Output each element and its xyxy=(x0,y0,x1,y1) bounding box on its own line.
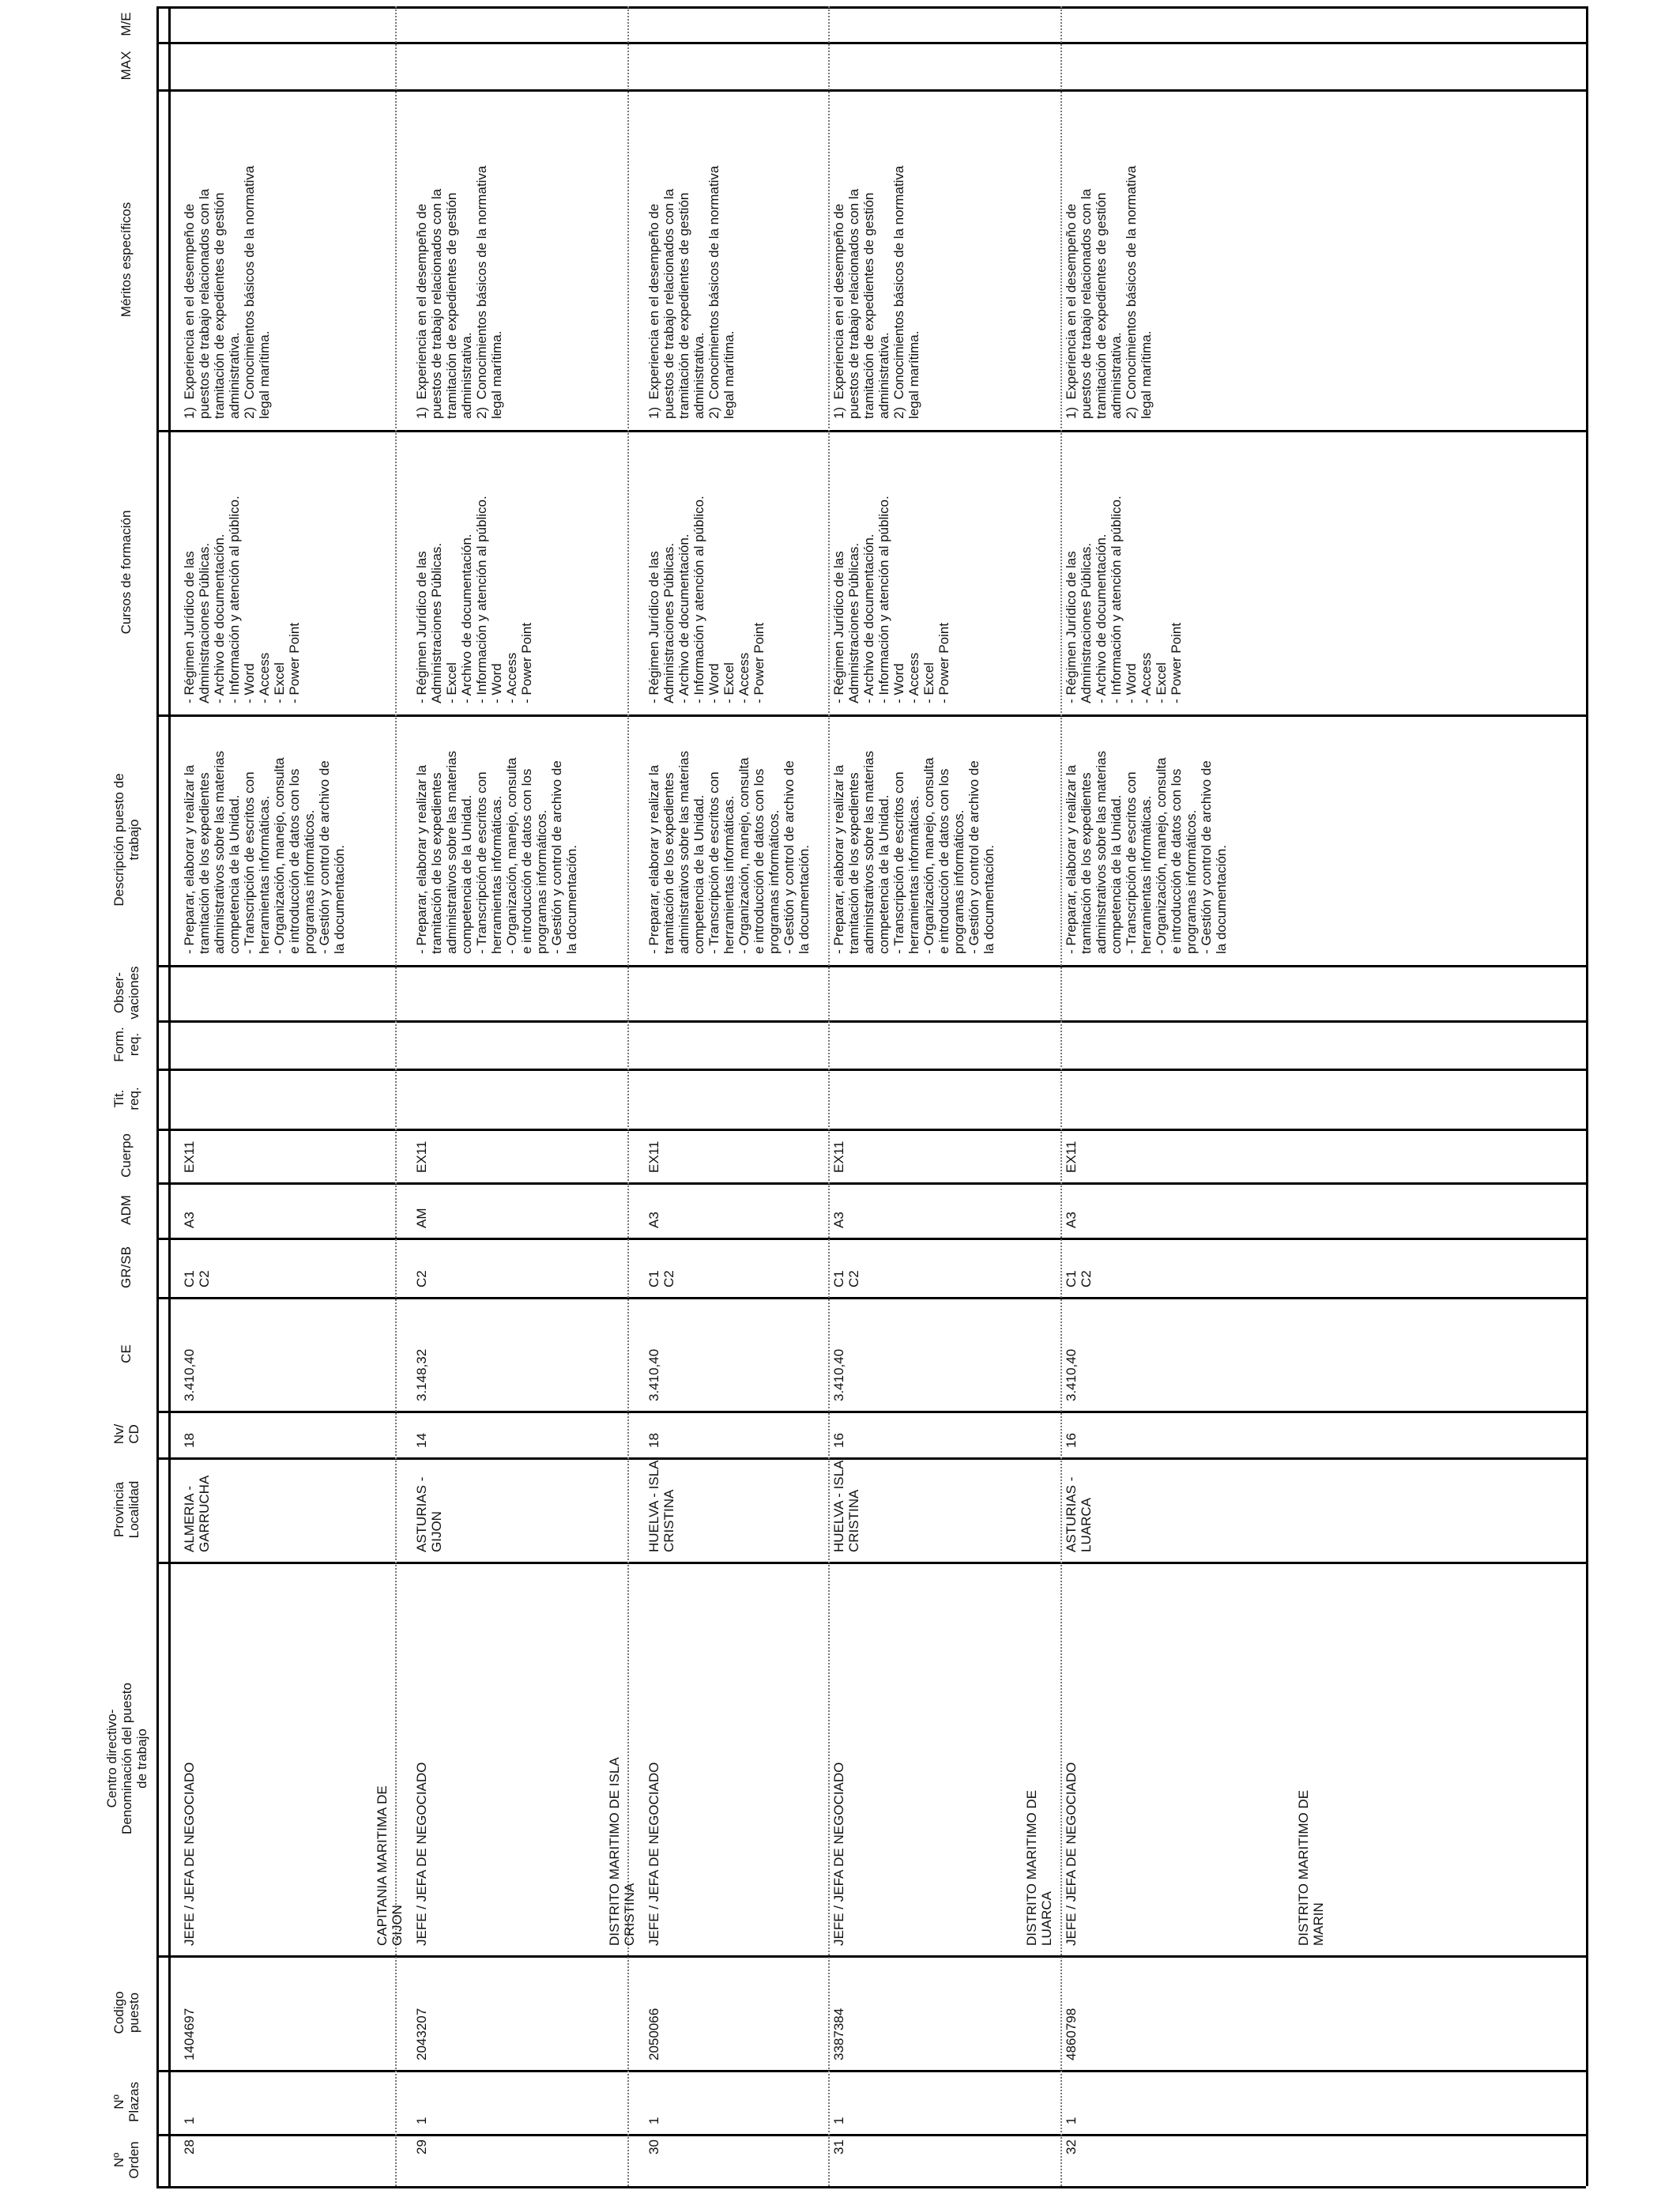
row-puesto: JEFE / JEFA DE NEGOCIADO xyxy=(182,1762,197,1946)
row-orden: 29 xyxy=(414,2139,429,2154)
row-descripcion: - Preparar, elaborar y realizar la tramitación de los expedientes administrativos sobre las materias competencia de la Unidad. - Transcripción de escritos con herramientas informáticas. - Organización, manejo, consulta e introducción de datos con los programas informáticos. - Gestión y control de archivo de la documentación. xyxy=(831,751,996,954)
row-border-line xyxy=(156,1562,1586,1564)
row-border-line xyxy=(156,1238,1586,1240)
row-cuerpo: EX11 xyxy=(1064,1140,1079,1173)
header-separator xyxy=(168,6,171,2186)
row-cursos: - Régimen Jurídico de las Administraciones Públicas. - Excel - Archivo de documentación. - Información y atención al público. - Word - Access - Power Point xyxy=(414,496,534,703)
row-cursos: - Régimen Jurídico de las Administraciones Públicas. - Archivo de documentación. - Información y atención al público. - Word - Access - Excel - Power Point xyxy=(182,496,302,703)
header-grupo: GR/SB xyxy=(119,1246,134,1288)
row-border-line xyxy=(156,1069,1586,1071)
row-border-line xyxy=(156,1020,1586,1023)
row-provincia: ALMERIA - GARRUCHA xyxy=(182,1475,212,1552)
row-descripcion: - Preparar, elaborar y realizar la tramitación de los expedientes administrativos sobre las materias competencia de la Unidad. - Transcripción de escritos con herramientas informáticas. - Organización, manejo, consulta e introducción de datos con los programas informáticos. - Gestión y control de archivo de la documentación. xyxy=(1064,751,1229,954)
row-puesto: JEFE / JEFA DE NEGOCIADO xyxy=(414,1762,429,1946)
row-nivel: 14 xyxy=(414,1433,429,1448)
row-ce: 3.148,32 xyxy=(414,1348,429,1401)
row-border-line xyxy=(156,430,1586,432)
header-formacion: Form. req. xyxy=(111,1027,141,1062)
row-ce: 3.410,40 xyxy=(182,1348,197,1401)
row-nivel: 16 xyxy=(1064,1433,1079,1448)
row-meritos: 1) Experiencia en el desempeño de puestos de trabajo relacionados con la tramitación de expedientes de gestión administrativa. 2) Conocimientos básicos de la normativa legal marítima. xyxy=(831,165,921,419)
row-cursos: - Régimen Jurídico de las Administraciones Públicas. - Archivo de documentación. - Información y atención al público. - Word - Access - Excel - Power Point xyxy=(1064,496,1184,703)
row-grupo: C1 C2 xyxy=(1064,1270,1094,1287)
row-centro-directivo: DISTRITO MARITIMO DE MARIN xyxy=(1296,1789,1326,1946)
row-grupo: C1 C2 xyxy=(831,1270,861,1287)
row-border-line xyxy=(156,1955,1586,1958)
header-orden: Nº Orden xyxy=(111,2141,141,2179)
header-adm: ADM xyxy=(119,1195,134,1225)
row-orden: 32 xyxy=(1064,2139,1079,2154)
row-border-line xyxy=(156,1457,1586,1460)
row-adm: A3 xyxy=(1064,1212,1079,1228)
record-separator xyxy=(828,6,830,2186)
row-cursos: - Régimen Jurídico de las Administraciones Públicas. - Archivo de documentación. - Información y atención al público. - Word - Excel - Access - Power Point xyxy=(646,496,767,703)
row-border-line xyxy=(156,1182,1586,1185)
header-provincia: Provincia Localidad xyxy=(111,1480,141,1539)
header-cuerpo: Cuerpo xyxy=(119,1133,134,1178)
row-grupo: C1 C2 xyxy=(182,1270,212,1287)
row-provincia: ASTURIAS - GIJON xyxy=(414,1476,444,1552)
row-codigo: 2050066 xyxy=(646,2007,661,2060)
row-plazas: 1 xyxy=(646,2117,661,2124)
row-plazas: 1 xyxy=(182,2117,197,2124)
row-cuerpo: EX11 xyxy=(831,1140,846,1173)
row-nivel: 18 xyxy=(182,1433,197,1448)
row-descripcion: - Preparar, elaborar y realizar la tramitación de los expedientes administrativos sobre las materias competencia de la Unidad. - Transcripción de escritos con herramientas informáticas. - Organización, manejo, consulta e introducción de datos con los programas informáticos. - Gestión y control de archivo de la documentación. xyxy=(646,751,812,954)
row-plazas: 1 xyxy=(414,2117,429,2124)
row-adm: A3 xyxy=(182,1212,197,1228)
header-me: M/E xyxy=(119,12,134,36)
row-meritos: 1) Experiencia en el desempeño de puestos de trabajo relacionados con la tramitación de expedientes de gestión administrativa. 2) Conocimientos básicos de la normativa legal marítima. xyxy=(646,165,736,419)
header-centro: Centro directivo- Denominación del puesto de trabajo xyxy=(104,1683,149,1834)
row-border-line xyxy=(156,1129,1586,1131)
header-ce: CE xyxy=(119,1344,134,1363)
row-ce: 3.410,40 xyxy=(646,1348,661,1401)
row-puesto: JEFE / JEFA DE NEGOCIADO xyxy=(646,1762,661,1946)
row-centro-directivo: CAPITANIA MARITIMA DE GIJON xyxy=(375,1785,405,1946)
header-meritos: Méritos específicos xyxy=(119,202,134,318)
row-border-line xyxy=(156,42,1586,44)
row-grupo: C1 C2 xyxy=(646,1270,676,1287)
row-border-line xyxy=(156,965,1586,967)
row-puesto: JEFE / JEFA DE NEGOCIADO xyxy=(831,1762,846,1946)
header-codigo: Codigo puesto xyxy=(111,1991,141,2034)
row-puesto: JEFE / JEFA DE NEGOCIADO xyxy=(1064,1762,1079,1946)
row-codigo: 1404697 xyxy=(182,2007,197,2060)
row-orden: 31 xyxy=(831,2139,846,2154)
table-bottom-border xyxy=(156,2186,1586,2188)
row-codigo: 3387384 xyxy=(831,2007,846,2060)
header-observaciones: Obser- vaciones xyxy=(111,966,141,1020)
row-border-line xyxy=(156,2070,1586,2072)
header-max: MAX xyxy=(119,51,134,81)
row-ce: 3.410,40 xyxy=(831,1348,846,1401)
row-border-line xyxy=(156,1411,1586,1413)
row-adm: A3 xyxy=(646,1212,661,1228)
row-plazas: 1 xyxy=(831,2117,846,2124)
row-nivel: 18 xyxy=(646,1433,661,1448)
header-nivel: Nv/ CD xyxy=(111,1423,141,1445)
row-cuerpo: EX11 xyxy=(414,1140,429,1173)
row-codigo: 2043207 xyxy=(414,2007,429,2060)
row-adm: AM xyxy=(414,1208,429,1228)
row-descripcion: - Preparar, elaborar y realizar la tramitación de los expedientes administrativos sobre las materias competencia de la Unidad. - Transcripción de escritos con herramientas informáticas. - Organización, manejo, consulta e introducción de datos con los programas informáticos. - Gestión y control de archivo de la documentación. xyxy=(414,751,579,954)
row-descripcion: - Preparar, elaborar y realizar la tramitación de los expedientes administrativos sobre las materias competencia de la Unidad. - Transcripción de escritos con herramientas informáticas. - Organización, manejo, consulta e introducción de datos con los programas informáticos. - Gestión y control de archivo de la documentación. xyxy=(182,751,347,954)
record-separator xyxy=(1060,6,1062,2186)
row-provincia: HUELVA - ISLA CRISTINA xyxy=(646,1460,676,1552)
row-meritos: 1) Experiencia en el desempeño de puestos de trabajo relacionados con la tramitación de expedientes de gestión administrativa. 2) Conocimientos básicos de la normativa legal marítima. xyxy=(414,165,504,419)
row-cuerpo: EX11 xyxy=(646,1140,661,1173)
header-plazas: Nº Plazas xyxy=(111,2081,141,2123)
row-border-line xyxy=(156,89,1586,92)
header-titulacion: Tit. req. xyxy=(111,1087,141,1110)
row-centro-directivo: DISTRITO MARITIMO DE ISLA CRISTINA xyxy=(607,1757,637,1946)
row-orden: 28 xyxy=(182,2139,197,2154)
row-orden: 30 xyxy=(646,2139,661,2154)
header-cursos: Cursos de formación xyxy=(119,510,134,635)
row-provincia: HUELVA - ISLA CRISTINA xyxy=(831,1460,861,1552)
row-adm: A3 xyxy=(831,1212,846,1228)
row-plazas: 1 xyxy=(1064,2117,1079,2124)
row-grupo: C2 xyxy=(414,1270,429,1287)
row-cuerpo: EX11 xyxy=(182,1140,197,1173)
row-border-line xyxy=(156,2134,1586,2136)
row-cursos: - Régimen Jurídico de las Administraciones Públicas. - Archivo de documentación. - Información y atención al público. - Word - Access - Excel - Power Point xyxy=(831,496,951,703)
row-meritos: 1) Experiencia en el desempeño de puestos de trabajo relacionados con la tramitación de expedientes de gestión administrativa. 2) Conocimientos básicos de la normativa legal marítima. xyxy=(1064,165,1154,419)
row-ce: 3.410,40 xyxy=(1064,1348,1079,1401)
table-right-border xyxy=(1586,6,1588,2186)
row-nivel: 16 xyxy=(831,1433,846,1448)
row-codigo: 4860798 xyxy=(1064,2007,1079,2060)
row-meritos: 1) Experiencia en el desempeño de puestos de trabajo relacionados con la tramitación de expedientes de gestión administrativa. 2) Conocimientos básicos de la normativa legal marítima. xyxy=(182,165,272,419)
row-border-line xyxy=(156,1297,1586,1299)
row-provincia: ASTURIAS - LUARCA xyxy=(1064,1476,1094,1552)
row-border-line xyxy=(156,6,1586,9)
table-left-border xyxy=(156,6,159,2186)
header-descripcion: Descripción puesto de trabajo xyxy=(111,773,141,907)
row-centro-directivo: DISTRITO MARITIMO DE LUARCA xyxy=(1024,1789,1054,1946)
row-border-line xyxy=(156,714,1586,717)
